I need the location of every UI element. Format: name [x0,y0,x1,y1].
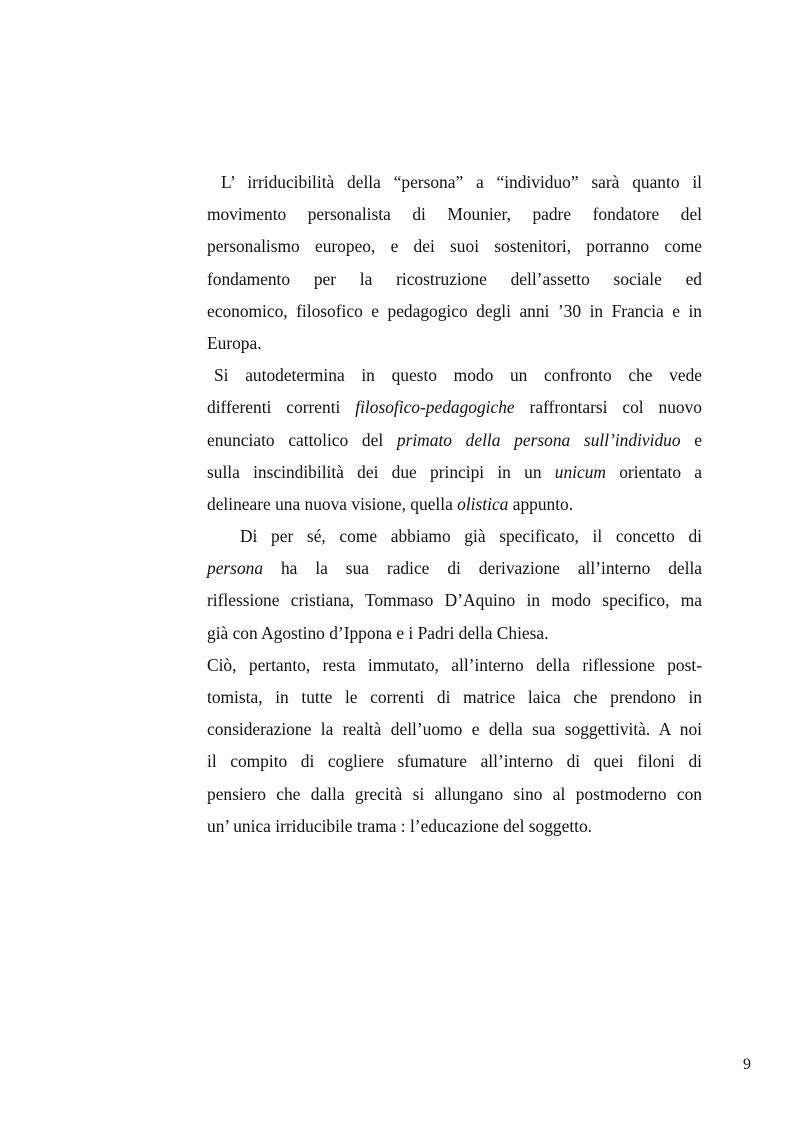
text-line: persona ha la sua radice di derivazione all’interno della [207,558,702,579]
paragraph-1 [207,166,702,359]
text-line: movimento personalista di Mounier, padre fondatore del [207,204,702,225]
text-line: personalismo europeo, e dei suoi sostenitori, porranno come [207,236,702,257]
text-line: economico, filosofico e pedagogico degli anni ’30 in Francia e in [207,300,702,321]
text-line: pensiero che dalla grecità si allungano sino al postmoderno con [207,783,702,804]
text-line: tomista, in tutte le correnti di matrice laica che prendono in [207,687,702,707]
text-line: fondamento per la ricostruzione dell’assetto sociale ed [207,268,702,289]
italic-phrase: primato della persona sull’individuo [396,429,681,450]
text-line: il compito di cogliere sfumature all’interno di quei filoni di [207,751,702,772]
text-line: Europa. [207,332,262,353]
italic-phrase: filosofico-pedagogiche [355,397,515,418]
text-line: differenti correnti filosofico-pedagogiche raffrontarsi col nuovo [207,397,702,418]
page-number: 9 [743,1056,751,1073]
italic-phrase: unicum [554,461,606,482]
text-line: un’ unica irriducibile trama : l’educazione del soggetto. [207,815,593,836]
text-line: considerazione la realtà dell’uomo e della sua soggettività. A noi [207,719,702,740]
text-line: Ciò, pertanto, resta immutato, all’interno della riflessione post- [207,654,702,675]
text-line: riflessione cristiana, Tommaso D’Aquino in modo specifico, ma [207,590,702,611]
text-line: enunciato cattolico del primato della persona sull’individuo e [207,429,702,450]
text-line: Si autodetermina in questo modo un confronto che vede [214,365,702,386]
text-line: delineare una nuova visione, quella olistica appunto. [207,493,574,514]
italic-phrase: olistica [457,493,509,514]
paragraph-2 [207,359,702,520]
paragraph-4 [207,649,702,842]
text-line: già con Agostino d’Ippona e i Padri della Chiesa. [207,622,549,643]
text-line: sulla inscindibilità dei due principi in un unicum orientato a [207,461,702,482]
text-line: L’ irriducibilità della “persona” a “individuo” sarà quanto il [221,172,702,192]
text-line: Di per sé, come abbiamo già specificato, il concetto di [240,526,702,547]
italic-phrase: persona [207,558,264,579]
paragraph-3 [207,520,702,649]
body-text [207,166,702,842]
